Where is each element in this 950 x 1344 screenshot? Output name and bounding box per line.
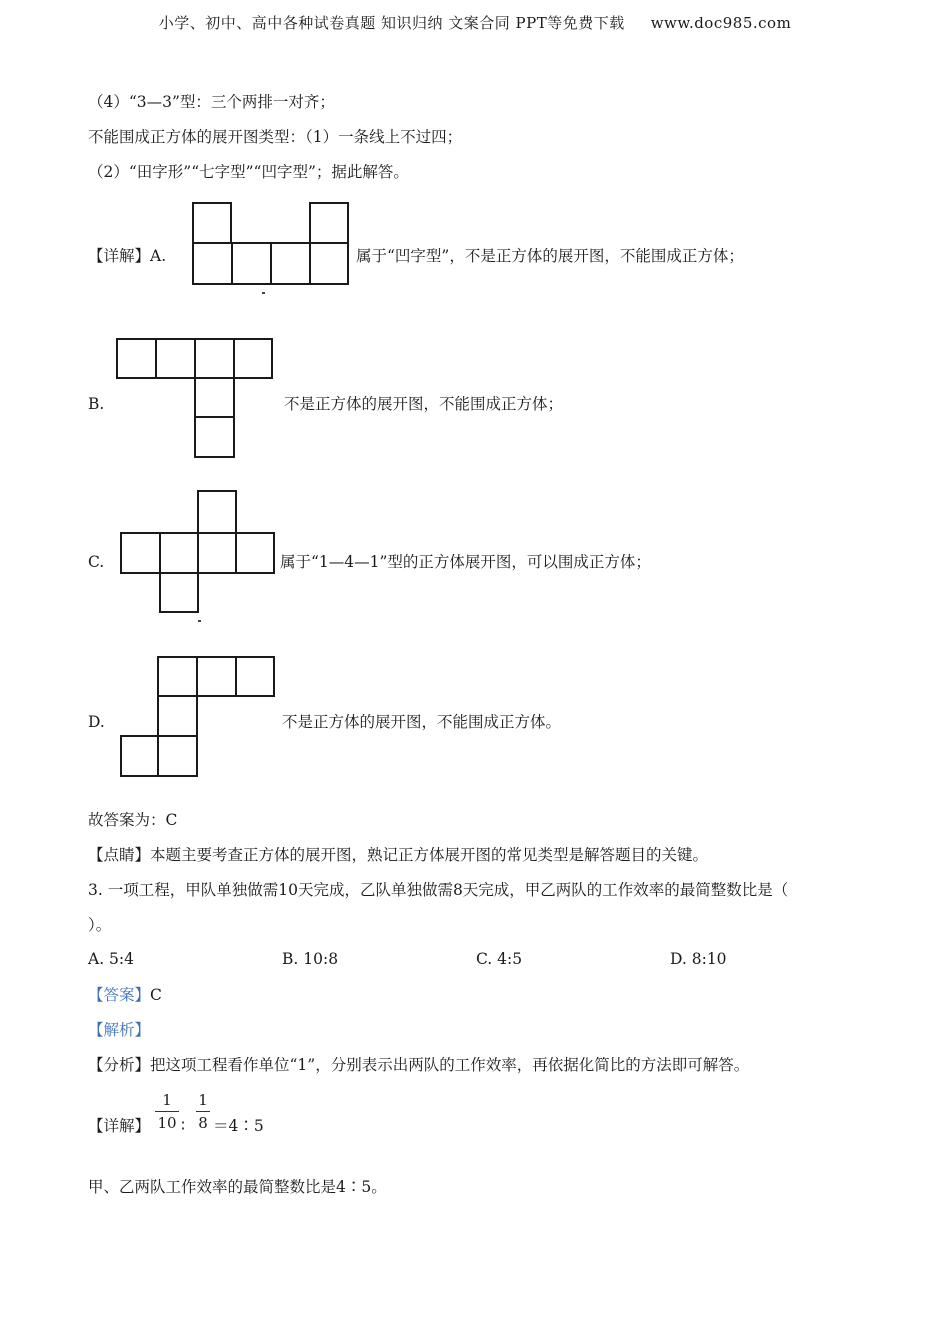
net-c-square xyxy=(198,491,236,533)
net-d-square xyxy=(158,657,197,696)
option-c-desc: 属于“1—4—1”型的正方体展开图，可以围成正方体； xyxy=(280,553,651,571)
option-a-label: 【详解】A. xyxy=(88,247,167,265)
ratio-result: ＝4∶5 xyxy=(213,1117,264,1135)
q3-option-a: A. 5:4 xyxy=(88,950,134,968)
net-c-square xyxy=(236,533,274,573)
scan-mark xyxy=(262,292,265,294)
net-a-square xyxy=(271,243,310,284)
scan-mark xyxy=(198,620,201,622)
q3-detail-tag: 【详解】 xyxy=(88,1117,151,1135)
answer-line: 故答案为：C xyxy=(88,811,178,829)
ratio-colon: ∶ xyxy=(181,1117,186,1135)
net-b-square xyxy=(195,378,234,417)
net-c-square xyxy=(160,533,198,573)
option-d-label: D. xyxy=(88,713,105,731)
net-b-square xyxy=(117,339,156,378)
net-a-square xyxy=(193,243,232,284)
net-b-square xyxy=(156,339,195,378)
net-d-square xyxy=(158,736,197,776)
option-d-desc: 不是正方体的展开图，不能围成正方体。 xyxy=(282,713,562,731)
net-figure-c xyxy=(118,488,278,616)
net-b-square xyxy=(234,339,272,378)
net-a-square xyxy=(232,243,271,284)
fraction-numerator: 1 xyxy=(162,1091,172,1109)
q3-conclusion: 甲、乙两队工作效率的最简整数比是4∶5。 xyxy=(88,1178,387,1196)
q3-analysis-tag: 【解析】 xyxy=(88,1021,151,1039)
q3-answer xyxy=(88,985,162,1005)
fraction-bar xyxy=(155,1111,179,1112)
net-c-square xyxy=(198,533,236,573)
q3-option-c: C. 4:5 xyxy=(476,950,523,968)
net-c-square xyxy=(121,533,160,573)
option-c-label: C. xyxy=(88,553,105,571)
net-b-square xyxy=(195,417,234,457)
net-a-square xyxy=(310,203,348,243)
header-text: 小学、初中、高中各种试卷真题 知识归纳 文案合同 PPT等免费下载 xyxy=(158,14,625,32)
fraction-bar xyxy=(196,1111,210,1112)
net-b-square xyxy=(195,339,234,378)
fraction-denominator: 8 xyxy=(198,1114,208,1132)
fraction-one-tenth xyxy=(155,1091,179,1132)
answer-value: C xyxy=(150,986,162,1004)
net-d-square xyxy=(158,696,197,736)
rule-3-3: （4）“3—3”型：三个两排一对齐； xyxy=(88,93,335,111)
net-c-square xyxy=(160,573,198,612)
q3-option-b: B. 10:8 xyxy=(282,950,339,968)
net-d-square xyxy=(121,736,158,776)
fraction-denominator: 10 xyxy=(157,1114,177,1132)
net-figure-b xyxy=(114,336,276,462)
net-a-square xyxy=(193,203,231,243)
rule-shapes: （2）“田字形”“七字型”“凹字型”；据此解答。 xyxy=(88,163,409,181)
net-d-square xyxy=(197,657,236,696)
option-b-desc: 不是正方体的展开图，不能围成正方体； xyxy=(284,395,564,413)
page-header xyxy=(0,12,950,33)
q3-stem-end: ）。 xyxy=(88,916,112,934)
rule-not-cube: 不能围成正方体的展开图类型：（1）一条线上不过四； xyxy=(88,128,463,146)
answer-tag: 【答案】 xyxy=(88,986,151,1004)
fraction-numerator: 1 xyxy=(198,1091,208,1109)
q3-stem: 3. 一项工程，甲队单独做需10天完成，乙队单独做需8天完成，甲乙两队的工作效率的最简整数比是（ xyxy=(88,881,789,899)
net-figure-d xyxy=(118,654,278,780)
header-site-link[interactable]: www.doc985.com xyxy=(650,14,792,32)
q3-analysis: 【分析】把这项工程看作单位“1”，分别表示出两队的工作效率，再依据化简比的方法即可解答。 xyxy=(88,1056,750,1074)
fraction-one-eighth xyxy=(196,1091,210,1132)
net-d-square xyxy=(236,657,274,696)
net-figure-a xyxy=(190,200,354,290)
q3-option-d: D. 8:10 xyxy=(670,950,727,968)
option-b-label: B. xyxy=(88,395,105,413)
comment-line: 【点睛】本题主要考查正方体的展开图，熟记正方体展开图的常见类型是解答题目的关键。 xyxy=(88,846,709,864)
option-a-desc: 属于“凹字型”，不是正方体的展开图，不能围成正方体； xyxy=(356,247,744,265)
net-a-square xyxy=(310,243,348,284)
